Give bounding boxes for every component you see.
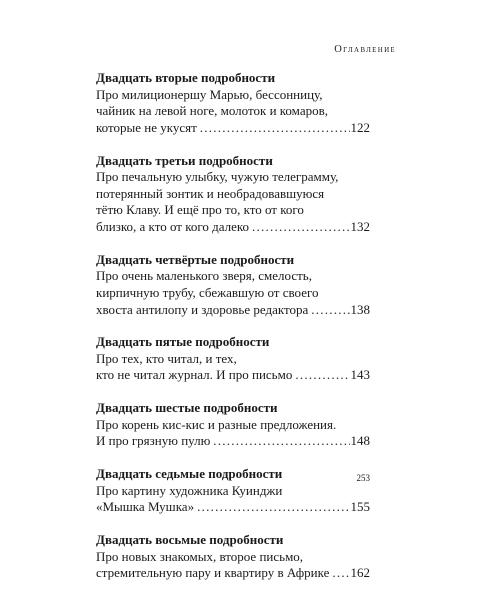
- dot-leader: [252, 219, 349, 236]
- toc-entry-title: Двадцать пятые подробности: [96, 334, 270, 350]
- dot-leader: [200, 120, 350, 137]
- toc-entry: [96, 400, 370, 450]
- dot-leader: [213, 433, 349, 450]
- toc-entry-line: Про очень маленького зверя, смелость,: [96, 268, 312, 284]
- toc-entry-line: Про новых знакомых, второе письмо,: [96, 548, 304, 564]
- toc-entry: [96, 252, 370, 318]
- toc-entry: [96, 532, 370, 582]
- toc-entry-title: Двадцать вторые подробности: [96, 70, 276, 85]
- toc-entry-line: кто не читал журнал. И про письмо: [96, 367, 293, 383]
- toc-entry-line: Про тех, кто читал, и тех,: [96, 350, 237, 366]
- toc-entry-line: «Мышка Мушка»: [96, 499, 195, 515]
- toc-entry-last-line: [96, 302, 370, 319]
- running-header: Оглавление: [334, 44, 396, 55]
- toc-entry-title: Двадцать седьмые подробности: [96, 466, 283, 482]
- toc-entry: [96, 334, 370, 384]
- table-of-contents: [96, 70, 370, 598]
- toc-entry-line: тётю Клаву. И ещё про то, кто от кого: [96, 202, 304, 218]
- toc-entry-line: кирпичную трубу, сбежавшую от своего: [96, 284, 319, 300]
- toc-entry-line: близко, а кто от кого далеко: [96, 218, 250, 234]
- toc-entry-title: Двадцать четвёртые подробности: [96, 251, 295, 267]
- toc-entry-line: стремительную пару и квартиру в Африке: [96, 565, 330, 581]
- dot-leader: [295, 367, 349, 384]
- toc-page-number: 122: [350, 119, 370, 135]
- dot-leader: [311, 302, 349, 319]
- toc-entry-line: потерянный зонтик и необрадовавшуюся: [96, 185, 325, 201]
- toc-entry-line: Про картину художника Куинджи: [96, 482, 283, 498]
- toc-entry-last-line: [96, 499, 370, 516]
- toc-entry-title: Двадцать восьмые подробности: [96, 532, 284, 548]
- toc-entry-last-line: [96, 565, 370, 582]
- toc-page-number: 143: [350, 367, 370, 383]
- toc-entry: [96, 70, 370, 136]
- toc-entry-line: чайник на левой ноге, молоток и комаров,: [96, 103, 328, 119]
- toc-entry-last-line: [96, 367, 370, 384]
- dot-leader: [197, 499, 349, 516]
- toc-entry-title: Двадцать шестые подробности: [96, 400, 278, 416]
- toc-entry-line: Про милиционершу Марью, бессонницу,: [96, 86, 323, 102]
- toc-page-number: 162: [350, 565, 370, 581]
- toc-entry: [96, 153, 370, 236]
- toc-page-number: 148: [350, 433, 370, 449]
- toc-entry-title: Двадцать третьи подробности: [96, 152, 273, 168]
- toc-page-number: 138: [350, 301, 370, 317]
- toc-entry-line: Про корень кис-кис и разные предложения.: [96, 416, 337, 432]
- page-number: 253: [356, 473, 370, 483]
- toc-entry-line: которые не укусят: [96, 119, 197, 135]
- toc-entry-last-line: [96, 120, 370, 137]
- toc-page-number: 132: [350, 218, 370, 234]
- toc-entry-last-line: [96, 219, 370, 236]
- toc-entry-line: Про печальную улыбку, чужую телеграмму,: [96, 169, 339, 185]
- toc-entry: [96, 466, 370, 516]
- toc-entry-line: И про грязную пулю: [96, 433, 211, 449]
- toc-entry-line: хвоста антилопу и здоровье редактора: [96, 301, 309, 317]
- dot-leader: [332, 565, 349, 582]
- toc-page-number: 155: [350, 499, 370, 515]
- toc-entry-last-line: [96, 433, 370, 450]
